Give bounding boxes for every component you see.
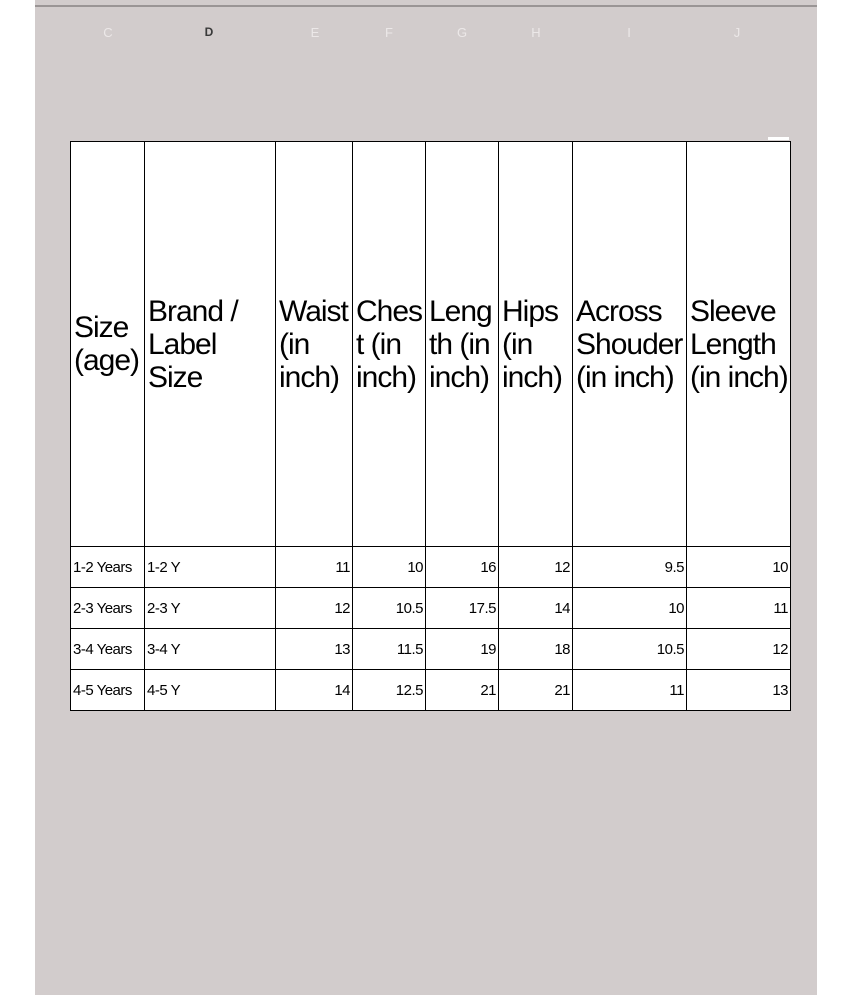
header-label-size[interactable]: Brand / Label Size — [145, 142, 276, 547]
cell-sleeve[interactable]: 11 — [687, 588, 791, 629]
cell-sleeve[interactable]: 13 — [687, 670, 791, 711]
header-size[interactable]: Size (age) — [71, 142, 145, 547]
column-letter-j: J — [733, 25, 741, 40]
table-row — [71, 547, 791, 588]
cell-size[interactable]: 3-4 Years — [71, 629, 145, 670]
cell-chest[interactable]: 10 — [353, 547, 426, 588]
cell-waist[interactable]: 14 — [276, 670, 353, 711]
header-length[interactable]: Length (in inch) — [426, 142, 499, 547]
cell-shoulder[interactable]: 9.5 — [573, 547, 687, 588]
header-chest[interactable]: Chest (in inch) — [353, 142, 426, 547]
cell-length[interactable]: 21 — [426, 670, 499, 711]
table-row — [71, 629, 791, 670]
cell-label[interactable]: 1-2 Y — [145, 547, 276, 588]
cell-selection-mark — [768, 137, 789, 140]
cell-size[interactable]: 2-3 Years — [71, 588, 145, 629]
header-divider — [35, 5, 817, 7]
column-letter-i: I — [627, 25, 631, 40]
header-hips[interactable]: Hips (in inch) — [499, 142, 573, 547]
table-row — [71, 588, 791, 629]
cell-sleeve[interactable]: 12 — [687, 629, 791, 670]
cell-shoulder[interactable]: 11 — [573, 670, 687, 711]
cell-size[interactable]: 4-5 Years — [71, 670, 145, 711]
cell-chest[interactable]: 11.5 — [353, 629, 426, 670]
cell-waist[interactable]: 13 — [276, 629, 353, 670]
cell-size[interactable]: 1-2 Years — [71, 547, 145, 588]
cell-hips[interactable]: 21 — [499, 670, 573, 711]
column-letter-g: G — [456, 25, 468, 40]
table-row — [71, 670, 791, 711]
cell-label[interactable]: 3-4 Y — [145, 629, 276, 670]
column-letter-e: E — [310, 25, 320, 40]
header-waist[interactable]: Waist (in inch) — [276, 142, 353, 547]
cell-label[interactable]: 4-5 Y — [145, 670, 276, 711]
cell-length[interactable]: 17.5 — [426, 588, 499, 629]
column-letter-c: C — [103, 25, 113, 40]
cell-hips[interactable]: 14 — [499, 588, 573, 629]
size-chart-table — [70, 141, 791, 711]
header-row — [71, 142, 791, 547]
cell-label[interactable]: 2-3 Y — [145, 588, 276, 629]
column-letter-f: F — [385, 25, 393, 40]
cell-length[interactable]: 16 — [426, 547, 499, 588]
header-sleeve[interactable]: Sleeve Length (in inch) — [687, 142, 791, 547]
header-shoulder[interactable]: Across Shouder (in inch) — [573, 142, 687, 547]
cell-hips[interactable]: 12 — [499, 547, 573, 588]
cell-shoulder[interactable]: 10.5 — [573, 629, 687, 670]
column-letter-d: D — [204, 25, 214, 39]
cell-waist[interactable]: 11 — [276, 547, 353, 588]
cell-sleeve[interactable]: 10 — [687, 547, 791, 588]
cell-chest[interactable]: 12.5 — [353, 670, 426, 711]
column-letter-h: H — [531, 25, 541, 40]
cell-shoulder[interactable]: 10 — [573, 588, 687, 629]
cell-hips[interactable]: 18 — [499, 629, 573, 670]
cell-length[interactable]: 19 — [426, 629, 499, 670]
cell-waist[interactable]: 12 — [276, 588, 353, 629]
cell-chest[interactable]: 10.5 — [353, 588, 426, 629]
